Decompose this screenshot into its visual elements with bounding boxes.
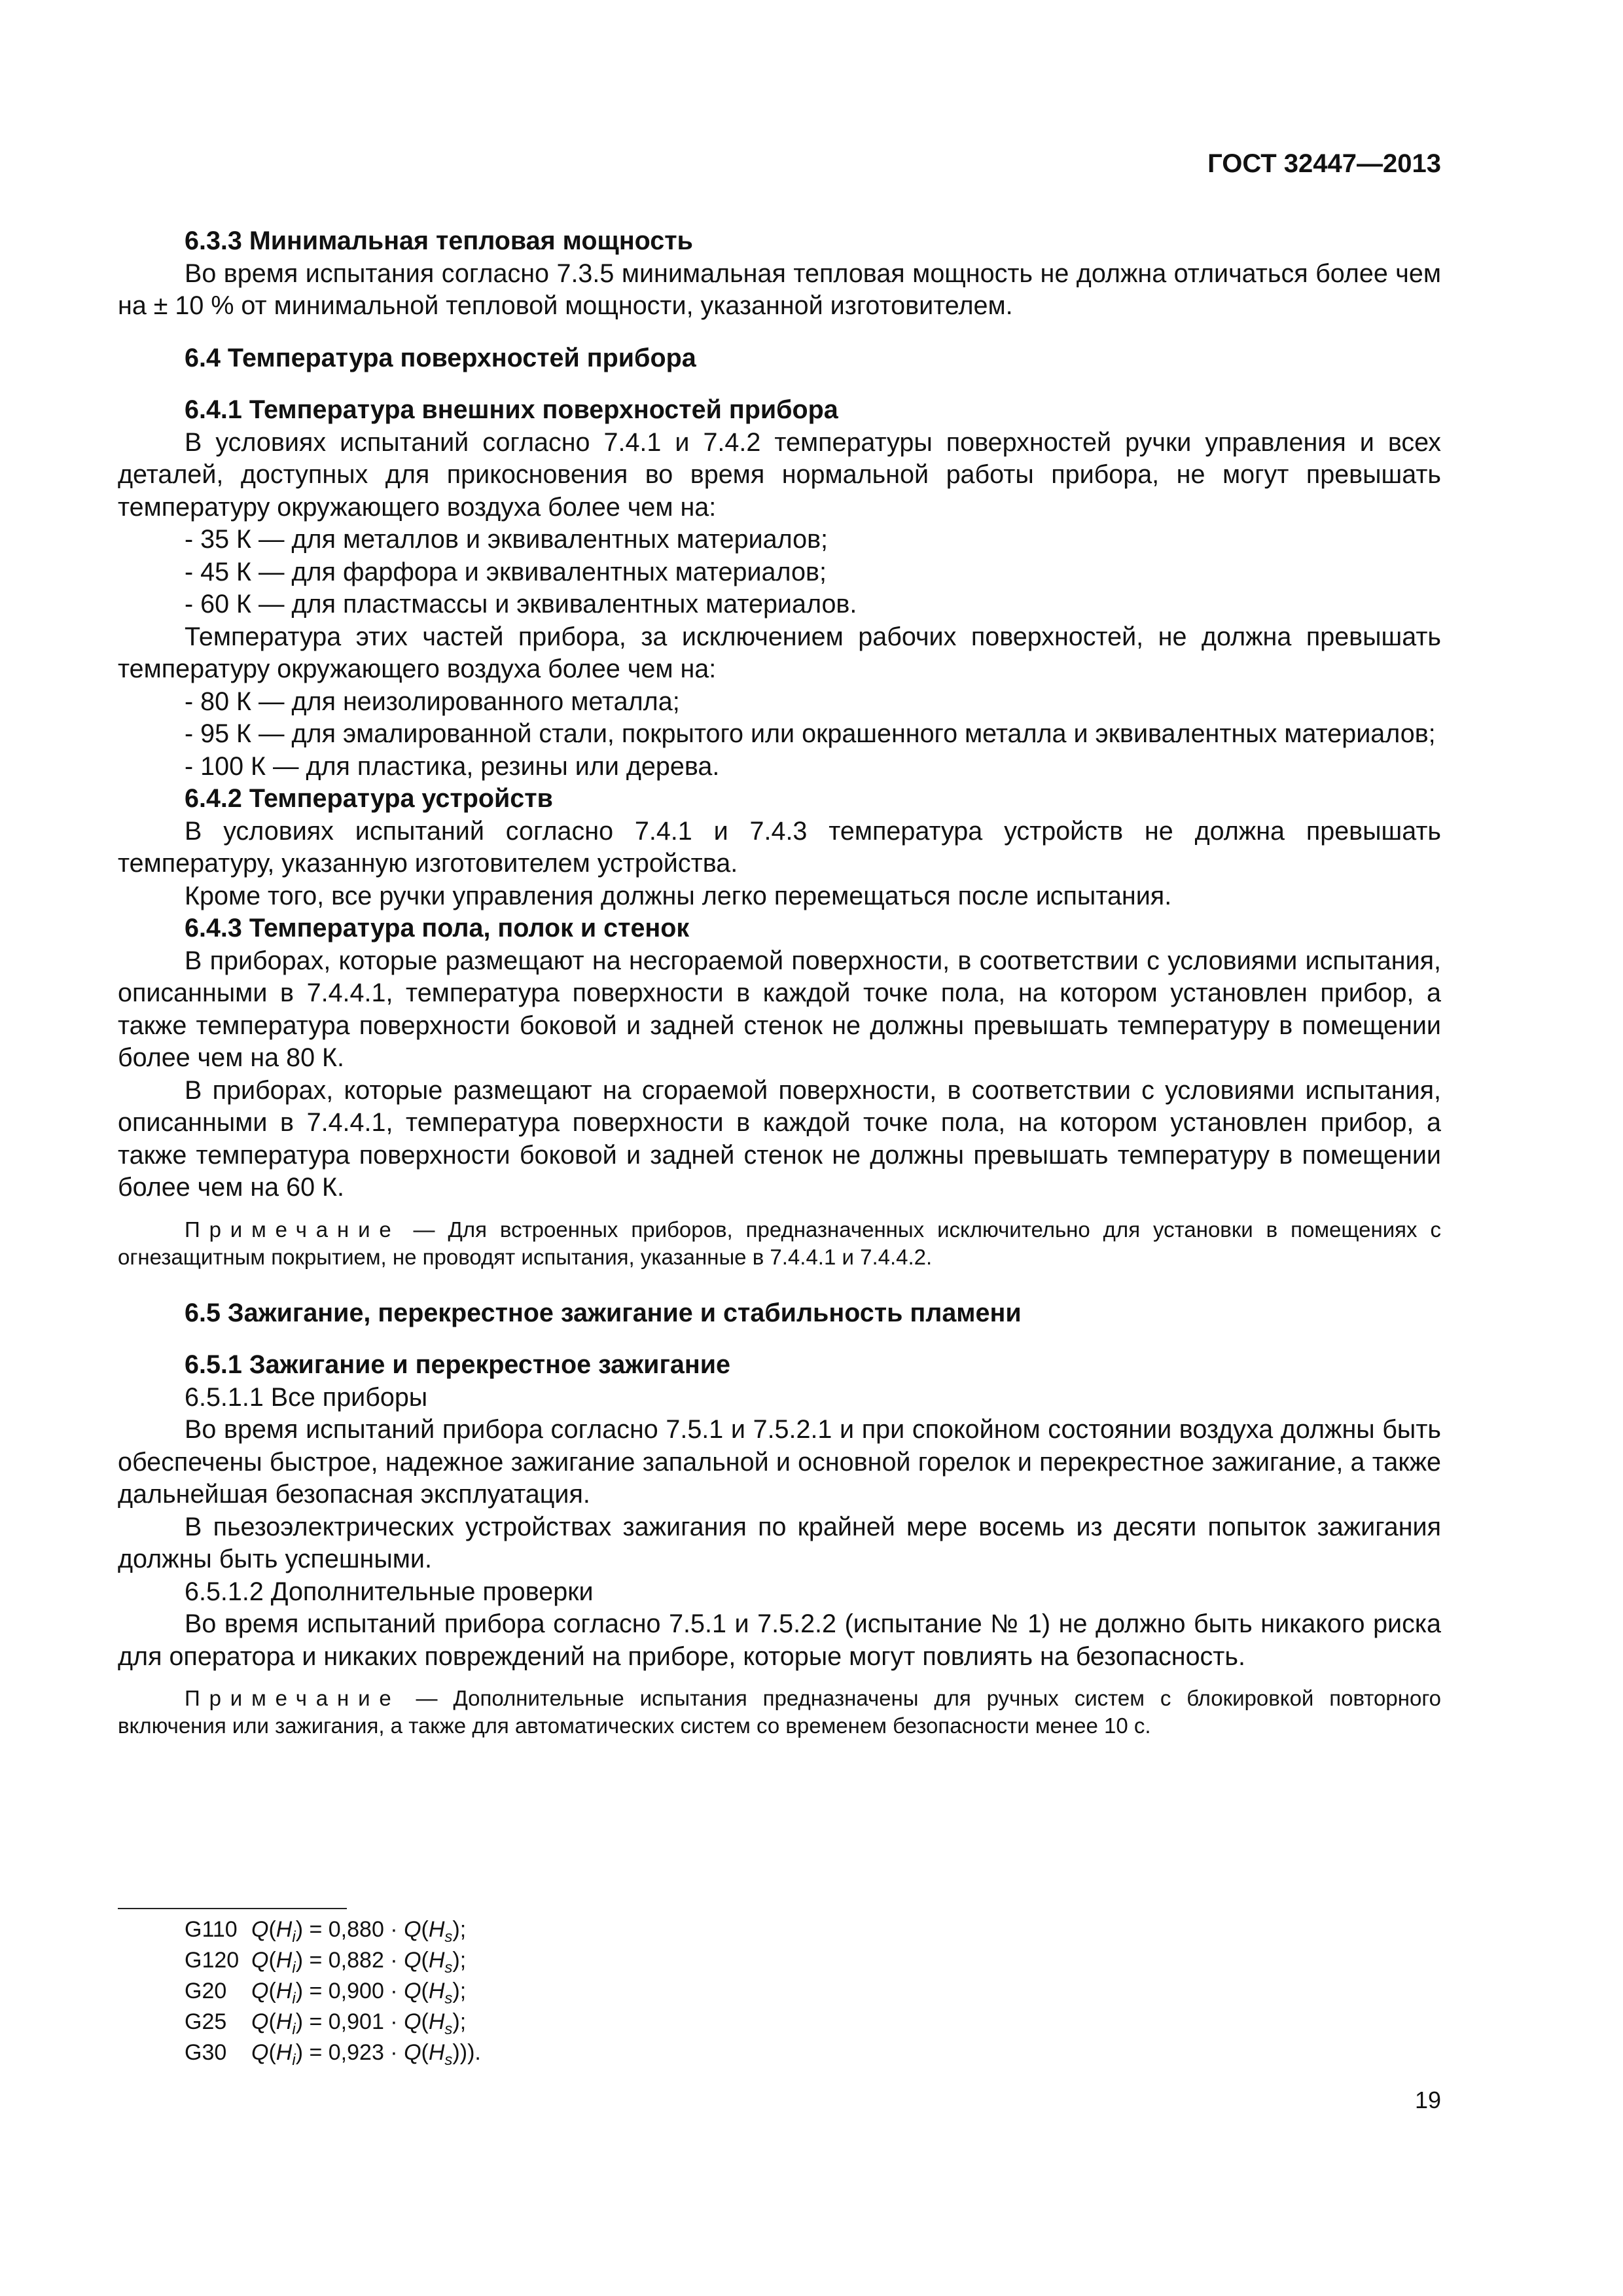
document-body: [118, 225, 1441, 1740]
formula-end: ;: [459, 1979, 467, 2003]
note-text: — Для встроенных приборов, предназначенных исключительно для установки в помещениях с огнезащитным покрытием, не проводят испытания, указанные в 7.4.4.1 и 7.4.4.2.: [118, 1217, 1441, 1269]
list-item: - 60 К — для пластмассы и эквивалентных материалов.: [185, 590, 857, 619]
gas-code: G120: [185, 1948, 240, 1973]
gas-code: G110: [185, 1917, 238, 1942]
heading-6-3-3: 6.3.3 Минимальная тепловая мощность: [185, 226, 693, 255]
coefficient: 0,901: [328, 2009, 384, 2034]
list-item: - 95 К — для эмалированной стали, покрытого или окрашенного металла и эквивалентных материалов;: [185, 719, 1436, 748]
coefficient: 0,882: [328, 1948, 384, 1973]
heading-6-5: 6.5 Зажигание, перекрестное зажигание и стабильность пламени: [185, 1298, 1022, 1327]
heading-6-4-3: 6.4.3 Температура пола, полок и стенок: [185, 914, 690, 942]
heading-6-5-1: 6.5.1 Зажигание и перекрестное зажигание: [185, 1350, 730, 1379]
footnote-formula: G25 $Q(H_i) = 0,901 \cdot Q(H_s)$;: [185, 2007, 481, 2037]
note: [118, 1216, 1441, 1271]
coefficient: 0,900: [328, 1979, 384, 2003]
subsection-title: 6.5.1.1 Все приборы: [185, 1382, 428, 1412]
gas-code: G30: [185, 2040, 227, 2065]
list-item: - 100 К — для пластика, резины или дерева.: [185, 751, 720, 781]
paragraph: Во время испытаний прибора согласно 7.5.1 и 7.5.2.1 и при спокойном состоянии воздуха должны быть обеспечены быстрое, надежное зажигание запальной и основной горелок и перекрестное зажигание, а также дальнейшая безопасная эксплуатация.: [118, 1415, 1441, 1509]
formula-end: ;: [459, 1948, 467, 1973]
list-item: - 35 К — для металлов и эквивалентных материалов;: [185, 525, 829, 554]
heading-6-4-2: 6.4.2 Температура устройств: [185, 784, 553, 813]
footnote-formula: G20 $Q(H_i) = 0,900 \cdot Q(H_s)$;: [185, 1976, 481, 2007]
heading-6-4: 6.4 Температура поверхностей прибора: [185, 343, 696, 372]
footnote-formula: G120 $Q(H_i) = 0,882 \cdot Q(H_s)$;: [185, 1945, 481, 1976]
footnote-separator: [118, 1908, 347, 1909]
page-number: 19: [1414, 2087, 1441, 2113]
note-text: — Дополнительные испытания предназначены для ручных систем с блокировкой повторного включения или зажигания, а также для автоматических систем со временем безопасности менее 10 с.: [118, 1686, 1441, 1738]
list-item: - 45 К — для фарфора и эквивалентных материалов;: [185, 557, 827, 586]
paragraph: Температура этих частей прибора, за исключением рабочих поверхностей, не должна превышать температуру окружающего воздуха более чем на:: [118, 622, 1441, 683]
list-item: - 80 К — для неизолированного металла;: [185, 687, 680, 716]
subsection-title: 6.5.1.2 Дополнительные проверки: [185, 1577, 594, 1606]
paragraph: Во время испытания согласно 7.3.5 минимальная тепловая мощность не должна отличаться более чем на ± 10 % от минимальной тепловой мощности, указанной изготовителем.: [118, 259, 1441, 320]
paragraph: В условиях испытаний согласно 7.4.1 и 7.4.3 температура устройств не должна превышать температуру, указанную изготовителем устройства.: [118, 816, 1441, 878]
gas-code: G20: [185, 1979, 227, 2003]
document-code: ГОСТ 32447—2013: [1207, 149, 1441, 178]
paragraph: Кроме того, все ручки управления должны легко перемещаться после испытания.: [185, 881, 1172, 910]
coefficient: 0,923: [328, 2040, 384, 2065]
coefficient: 0,880: [328, 1917, 384, 1942]
note-label: Примечание: [185, 1686, 401, 1710]
paragraph: Во время испытаний прибора согласно 7.5.1 и 7.5.2.2 (испытание № 1) не должно быть никакого риска для оператора и никаких повреждений на приборе, которые могут повлиять на безопасность.: [118, 1609, 1441, 1671]
paragraph: В приборах, которые размещают на несгораемой поверхности, в соответствии с условиями испытания, описанными в 7.4.4.1, температура поверхности в каждой точке пола, на котором установлен прибор, а также температура поверхности боковой и задней стенок не должны превышать температуру в помещении более чем на 80 К.: [118, 946, 1441, 1072]
paragraph: В пьезоэлектрических устройствах зажигания по крайней мере восемь из десяти попыток зажигания должны быть успешными.: [118, 1512, 1441, 1573]
paragraph: В приборах, которые размещают на сгораемой поверхности, в соответствии с условиями испытания, описанными в 7.4.4.1, температура поверхности в каждой точке пола, на котором установлен прибор, а также температура поверхности боковой и задней стенок не должны превышать температуру в помещении более чем на 60 К.: [118, 1075, 1441, 1202]
footnote-formula: G30 $Q(H_i) = 0,923 \cdot Q(H_s)$)).: [185, 2037, 481, 2068]
formula-end: ;: [459, 1917, 467, 1942]
heading-6-4-1: 6.4.1 Температура внешних поверхностей прибора: [185, 395, 838, 424]
footnote-formula: G110 $Q(H_i) = 0,880 \cdot Q(H_s)$;: [185, 1914, 481, 1945]
gas-code: G25: [185, 2009, 227, 2034]
paragraph: В условиях испытаний согласно 7.4.1 и 7.4.2 температуры поверхностей ручки управления и всех деталей, доступных для прикосновения во время нормальной работы прибора, не могут превышать температуру окружающего воздуха более чем на:: [118, 427, 1441, 522]
note-label: Примечание: [185, 1217, 401, 1242]
footnotes: [185, 1914, 481, 2068]
formula-end: ;: [459, 2009, 467, 2034]
note: [118, 1685, 1441, 1740]
formula-end: )).: [459, 2040, 481, 2065]
